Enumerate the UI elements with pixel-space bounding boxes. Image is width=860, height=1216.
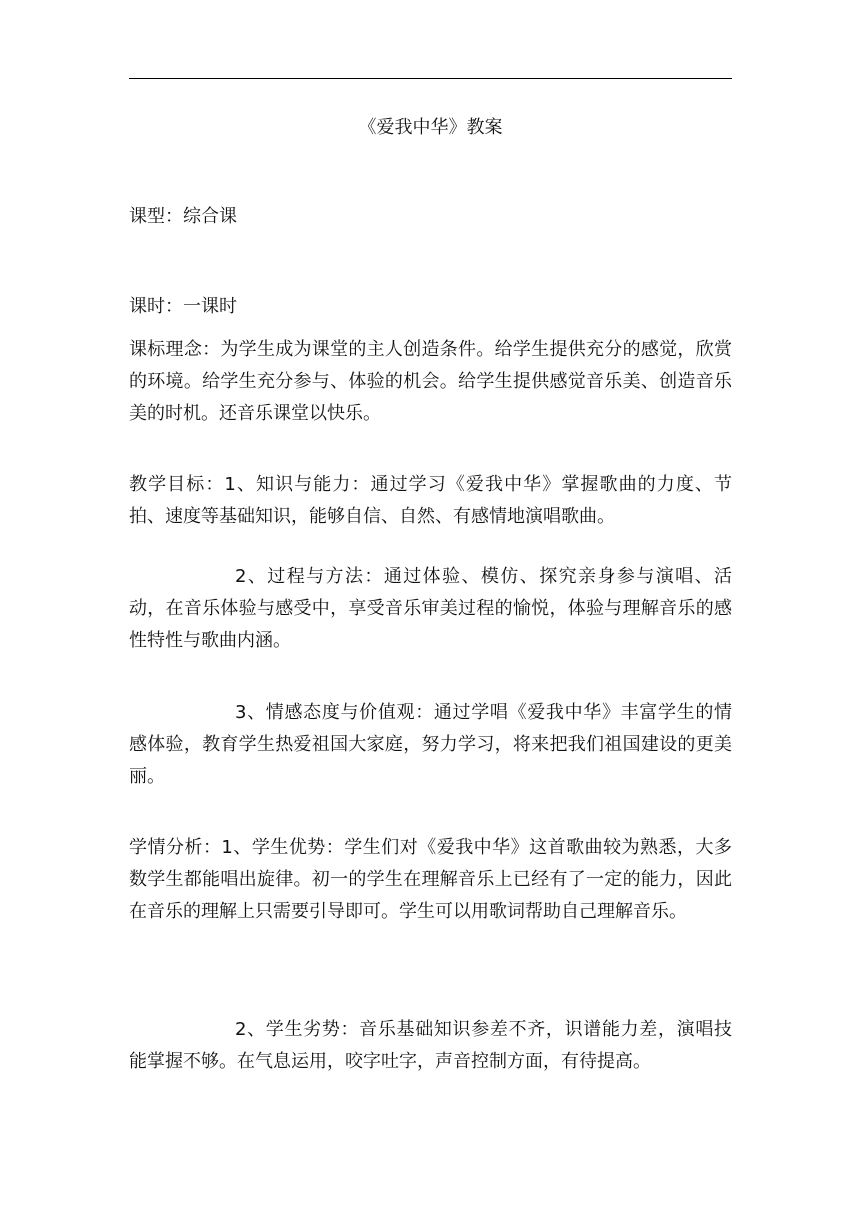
learning-analysis-2: 2、学生劣势：音乐基础知识参差不齐，识谱能力差，演唱技能掌握不够。在气息运用，咬字吐字，声音控制方面，有待提高。 bbox=[129, 1019, 732, 1072]
teaching-goal-3: 3、情感态度与价值观：通过学唱《爱我中华》丰富学生的情感体验，教育学生热爱祖国大家庭，努力学习，将来把我们祖国建设的更美丽。 bbox=[129, 702, 732, 787]
class-hours: 课时：一课时 bbox=[129, 296, 237, 317]
header-rule bbox=[129, 78, 732, 79]
teaching-goal-1: 教学目标：1、知识与能力：通过学习《爱我中华》掌握歌曲的力度、节拍、速度等基础知识，能够自信、自然、有感情地演唱歌曲。 bbox=[129, 474, 732, 527]
course-type: 课型：综合课 bbox=[129, 206, 237, 227]
document-title: 《爱我中华》教案 bbox=[358, 117, 503, 138]
teaching-goal-2: 2、过程与方法：通过体验、模仿、探究亲身参与演唱、活动，在音乐体验与感受中，享受音乐审美过程的愉悦，体验与理解音乐的感性特性与歌曲内涵。 bbox=[129, 566, 732, 651]
learning-analysis-1: 学情分析：1、学生优势：学生们对《爱我中华》这首歌曲较为熟悉，大多数学生都能唱出旋律。初一的学生在理解音乐上已经有了一定的能力，因此在音乐的理解上只需要引导即可。学生可以用歌词帮助自己理解音乐。 bbox=[129, 837, 732, 922]
curriculum-philosophy: 课标理念：为学生成为课堂的主人创造条件。给学生提供充分的感觉，欣赏的环境。给学生充分参与、体验的机会。给学生提供感觉音乐美、创造音乐美的时机。还音乐课堂以快乐。 bbox=[129, 339, 732, 424]
